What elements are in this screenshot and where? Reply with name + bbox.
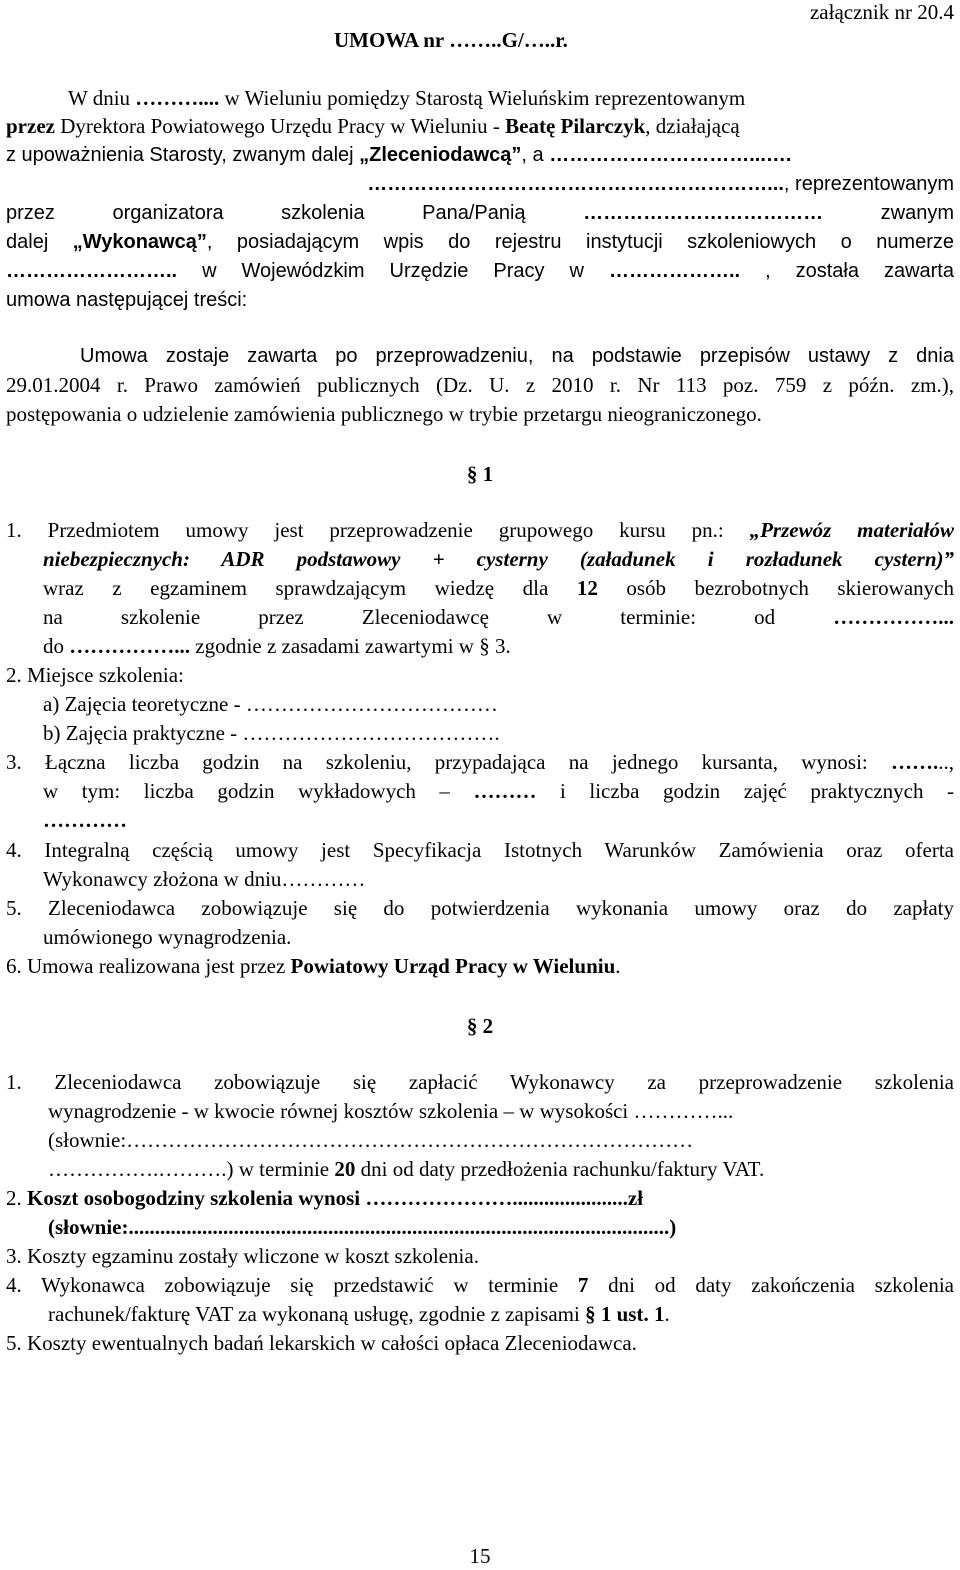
s1-item-3-line-2: w tym: liczba godzin wykładowych – ……… i liczba godzin zajęć praktycznych - <box>43 779 955 803</box>
page-number: 15 <box>469 1544 491 1568</box>
section-2-heading: § 2 <box>466 1014 494 1038</box>
s2-item-1-line-2: wynagrodzenie - w kwocie równej kosztów szkolenia – w wysokości …………... <box>48 1099 734 1123</box>
s1-item-5-line-2: umówionego wynagrodzenia. <box>43 925 292 949</box>
s2-item-4-line-1: 4. Wykonawca zobowiązuje się przedstawić w terminie 7 dni od daty zakończenia szkolenia <box>6 1273 954 1297</box>
s2-item-1-line-3: (słownie:……………………………………………………………………… <box>48 1128 694 1152</box>
s2-item-5: 5. Koszty ewentualnych badań lekarskich w całości opłaca Zleceniodawca. <box>6 1331 637 1355</box>
s1-item-1-line-5: do ……………... zgodnie z zasadami zawartymi w § 3. <box>43 634 511 658</box>
s2-item-2-line-2: (słownie:.......................................................................................................) <box>48 1215 677 1239</box>
preamble-line-3: postępowania o udzielenie zamówienia publicznego w trybie przetargu nieograniczonego. <box>6 402 762 426</box>
intro-line-2: przez Dyrektora Powiatowego Urzędu Pracy w Wieluniu - Beatę Pilarczyk, działającą <box>6 114 740 138</box>
intro-line-6: dalej „Wykonawcą”, posiadającym wpis do rejestru instytucji szkoleniowych o numerze <box>6 231 955 253</box>
s1-item-2-line-1: 2. Miejsce szkolenia: <box>6 663 184 687</box>
intro-line-1: W dniu ……….... w Wieluniu pomiędzy Starostą Wieluńskim reprezentowanym <box>68 86 746 110</box>
s1-item-2-line-3: b) Zajęcia praktyczne - ………………………………. <box>43 721 500 745</box>
s1-item-3-line-3: ………… <box>43 808 127 832</box>
s1-item-1-line-1: 1. Przedmiotem umowy jest przeprowadzenie grupowego kursu pn.: „Przewóz materiałów <box>6 518 955 542</box>
s2-item-1-line-4: …………….……….) w terminie 20 dni od daty przedłożenia rachunku/faktury VAT. <box>48 1157 765 1181</box>
s1-item-1-line-3: wraz z egzaminem sprawdzającym wiedzę dla 12 osób bezrobotnych skierowanych <box>43 576 954 600</box>
intro-line-4: ……………………………………………………..., reprezentowanym <box>367 173 954 195</box>
s1-item-6: 6. Umowa realizowana jest przez Powiatowy Urząd Pracy w Wieluniu. <box>6 954 621 978</box>
intro-line-3: z upoważnienia Starosty, zwanym dalej „Zleceniodawcą”, a …………………………...…. <box>6 144 792 166</box>
intro-line-7: …………………….. w Wojewódzkim Urzędzie Pracy w ……………….. , została zawarta <box>6 260 954 282</box>
s1-item-4-line-1: 4. Integralną częścią umowy jest Specyfikacja Istotnych Warunków Zamówienia oraz oferta <box>6 838 954 862</box>
intro-line-8: umowa następującej treści: <box>6 289 248 311</box>
s1-item-2-line-2: a) Zajęcia teoretyczne - ……………………………… <box>43 692 498 716</box>
s1-item-1-line-2: niebezpiecznych: ADR podstawowy + cysterny (załadunek i rozładunek cystern)” <box>43 547 954 571</box>
attachment-label: załącznik nr 20.4 <box>809 0 954 24</box>
s2-item-3: 3. Koszty egzaminu zostały wliczone w koszt szkolenia. <box>6 1244 479 1268</box>
preamble-line-1: Umowa zostaje zawarta po przeprowadzeniu, na podstawie przepisów ustawy z dnia <box>80 345 954 367</box>
s1-item-3-line-1: 3. Łączna liczba godzin na szkoleniu, przypadająca na jednego kursanta, wynosi: ……..., <box>6 750 954 774</box>
s2-item-1-line-1: 1. Zleceniodawca zobowiązuje się zapłacić Wykonawcy za przeprowadzenie szkolenia <box>6 1070 954 1094</box>
contract-title: UMOWA nr ……..G/…..r. <box>334 28 568 52</box>
s2-item-2-line-1: 2. Koszt osobogodziny szkolenia wynosi …………………......................zł <box>6 1186 644 1210</box>
intro-line-5: przez organizatora szkolenia Pana/Panią ……………………………… zwanym <box>6 202 954 224</box>
s1-item-4-line-2: Wykonawcy złożona w dniu………… <box>43 867 366 891</box>
preamble-line-2: 29.01.2004 r. Prawo zamówień publicznych (Dz. U. z 2010 r. Nr 113 poz. 759 z późn. zm.), <box>6 373 954 397</box>
s1-item-5-line-1: 5. Zleceniodawca zobowiązuje się do potwierdzenia wykonania umowy oraz do zapłaty <box>6 896 954 920</box>
s1-item-1-line-4: na szkolenie przez Zleceniodawcę w terminie: od ……………... <box>43 605 954 629</box>
s2-item-4-line-2: rachunek/fakturę VAT za wykonaną usługę, zgodnie z zapisami § 1 ust. 1. <box>48 1302 670 1326</box>
section-1-heading: § 1 <box>466 462 494 486</box>
